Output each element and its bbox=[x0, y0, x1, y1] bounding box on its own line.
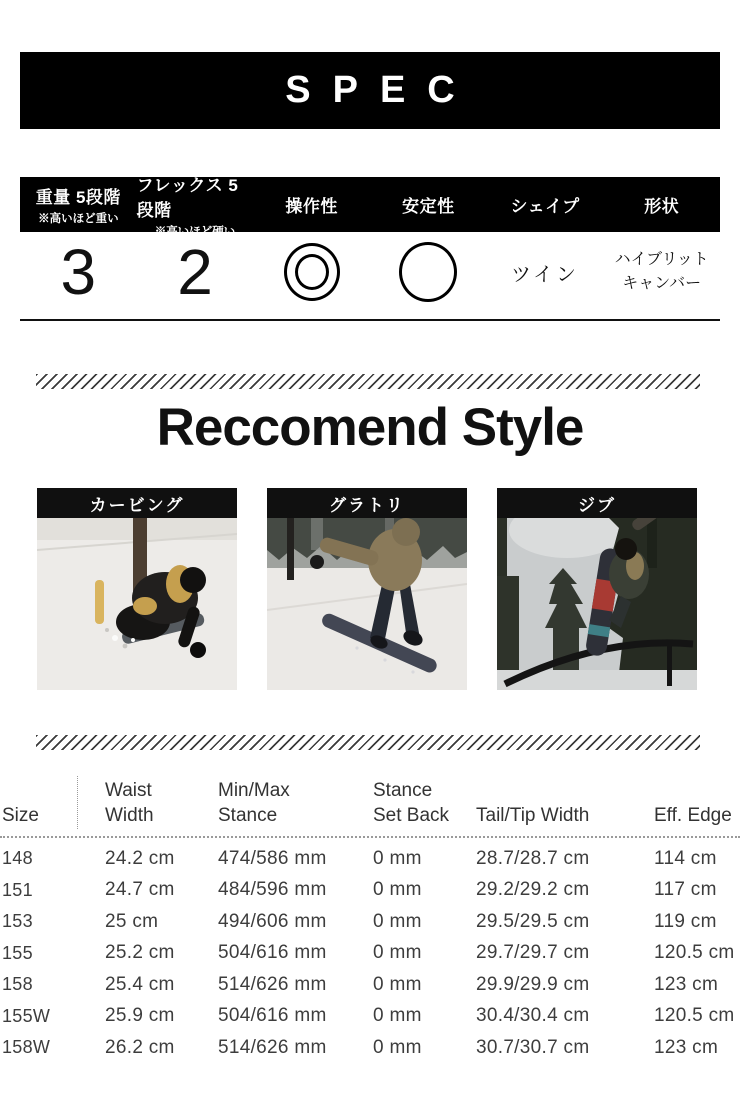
table-cell: 120.5 cm bbox=[654, 1005, 735, 1027]
snowboarder-jib-rail-photo bbox=[497, 488, 697, 690]
circle-icon bbox=[399, 242, 457, 302]
shape-value: ツイン bbox=[511, 263, 580, 286]
snowboarder-ground-trick-photo bbox=[267, 488, 467, 690]
table-cell: 29.9/29.9 cm bbox=[476, 973, 590, 995]
table-cell: 504/616 mm bbox=[218, 942, 327, 964]
style-card-ground-trick bbox=[267, 488, 467, 690]
column-header bbox=[652, 803, 740, 829]
weight-rating: 3 bbox=[60, 236, 97, 308]
table-cell: 30.7/30.7 cm bbox=[476, 1036, 590, 1058]
spec-col-note: ※高いほど硬い bbox=[154, 225, 236, 238]
table-row bbox=[0, 938, 740, 970]
table-cell: 0 mm bbox=[373, 973, 422, 995]
table-cell: 153 bbox=[2, 911, 33, 932]
spec-col-weight bbox=[20, 177, 137, 232]
table-row bbox=[0, 906, 740, 938]
recommend-styles-row bbox=[37, 488, 697, 690]
table-cell: 26.2 cm bbox=[105, 1036, 175, 1058]
table-cell: 123 cm bbox=[654, 973, 719, 995]
spec-col-label: 操作性 bbox=[285, 197, 338, 216]
column-header-line: Waist bbox=[105, 779, 152, 801]
double-circle-icon bbox=[284, 243, 340, 301]
column-header-line: Eff. Edge bbox=[654, 805, 732, 827]
spec-title-bar bbox=[20, 52, 720, 129]
table-cell: 29.5/29.5 cm bbox=[476, 910, 590, 932]
table-cell: 0 mm bbox=[373, 910, 422, 932]
column-header-line: Stance bbox=[373, 779, 433, 801]
spec-col-flex bbox=[136, 175, 254, 238]
diagonal-stripes-divider bbox=[36, 374, 700, 389]
table-cell: 484/596 mm bbox=[218, 879, 327, 901]
table-cell: 25.9 cm bbox=[105, 1005, 175, 1027]
spec-col-label: シェイプ bbox=[510, 197, 580, 216]
table-cell: 0 mm bbox=[373, 847, 422, 869]
style-card-jib bbox=[497, 488, 697, 690]
spec-col-note: ※高いほど重い bbox=[38, 213, 119, 225]
column-header-line: Tail/Tip Width bbox=[476, 805, 590, 827]
table-cell: 24.7 cm bbox=[105, 879, 175, 901]
table-row bbox=[0, 1001, 740, 1033]
diagonal-stripes-divider bbox=[36, 735, 700, 750]
table-cell: 504/616 mm bbox=[218, 1005, 327, 1027]
table-cell: 155 bbox=[2, 942, 33, 963]
size-table-header bbox=[0, 776, 740, 838]
style-label: グラトリ bbox=[267, 488, 467, 518]
camber-value: ハイブリット キャンバー bbox=[614, 251, 709, 292]
table-cell: 25.2 cm bbox=[105, 942, 175, 964]
table-cell: 155W bbox=[2, 1005, 51, 1026]
column-header bbox=[218, 778, 368, 829]
table-cell: 30.4/30.4 cm bbox=[476, 1005, 590, 1027]
table-cell: 0 mm bbox=[373, 942, 422, 964]
table-cell: 514/626 mm bbox=[218, 1036, 327, 1058]
column-header-line: Min/Max bbox=[218, 779, 290, 801]
spec-col-label: フレックス 5段階 bbox=[136, 175, 239, 220]
spec-col-label: 形状 bbox=[644, 197, 680, 216]
size-table bbox=[0, 776, 740, 1064]
column-header bbox=[0, 776, 78, 829]
table-cell: 514/626 mm bbox=[218, 973, 327, 995]
table-cell: 474/586 mm bbox=[218, 847, 327, 869]
snowboarder-carving-photo bbox=[37, 488, 237, 690]
style-label: ジブ bbox=[497, 488, 697, 518]
recommend-style-heading: Reccomend Style bbox=[156, 398, 584, 457]
table-cell: 29.7/29.7 cm bbox=[476, 942, 590, 964]
spec-header-band bbox=[20, 175, 720, 238]
spec-col-camber bbox=[603, 177, 720, 232]
table-cell: 151 bbox=[2, 879, 33, 900]
column-header-line: Size bbox=[2, 805, 39, 827]
table-cell: 0 mm bbox=[373, 1036, 422, 1058]
style-card-carving bbox=[37, 488, 237, 690]
table-cell: 120.5 cm bbox=[654, 942, 735, 964]
column-header bbox=[368, 778, 473, 829]
table-cell: 0 mm bbox=[373, 879, 422, 901]
style-label: カービング bbox=[37, 488, 237, 518]
table-cell: 148 bbox=[2, 848, 33, 869]
table-cell: 28.7/28.7 cm bbox=[476, 847, 590, 869]
spec-col-label: 重量 5段階 bbox=[35, 188, 121, 207]
spec-col-shape bbox=[487, 177, 604, 232]
table-row bbox=[0, 969, 740, 1001]
size-table-body bbox=[0, 838, 740, 1064]
column-header bbox=[473, 803, 652, 829]
table-cell: 25.4 cm bbox=[105, 973, 175, 995]
page-title: SPEC bbox=[285, 69, 477, 111]
spec-col-handling bbox=[253, 177, 370, 232]
table-cell: 117 cm bbox=[654, 879, 717, 901]
table-cell: 119 cm bbox=[654, 910, 717, 932]
table-cell: 0 mm bbox=[373, 1005, 422, 1027]
table-row bbox=[0, 875, 740, 907]
table-row bbox=[0, 843, 740, 875]
table-cell: 158W bbox=[2, 1037, 51, 1058]
spec-values-row bbox=[20, 232, 720, 312]
column-header-line: Width bbox=[105, 805, 154, 827]
table-cell: 114 cm bbox=[654, 847, 717, 869]
divider-line bbox=[20, 319, 720, 321]
table-cell: 158 bbox=[2, 974, 33, 995]
flex-rating: 2 bbox=[177, 236, 213, 308]
table-cell: 25 cm bbox=[105, 910, 159, 932]
table-cell: 123 cm bbox=[654, 1036, 719, 1058]
column-header-line: Set Back bbox=[373, 805, 450, 827]
table-cell: 494/606 mm bbox=[218, 910, 327, 932]
spec-col-label: 安定性 bbox=[402, 197, 455, 216]
spec-col-stability bbox=[370, 177, 487, 232]
column-header-line: Stance bbox=[218, 805, 278, 827]
table-row bbox=[0, 1032, 740, 1064]
column-header bbox=[78, 778, 218, 829]
table-cell: 29.2/29.2 cm bbox=[476, 879, 590, 901]
table-cell: 24.2 cm bbox=[105, 847, 175, 869]
